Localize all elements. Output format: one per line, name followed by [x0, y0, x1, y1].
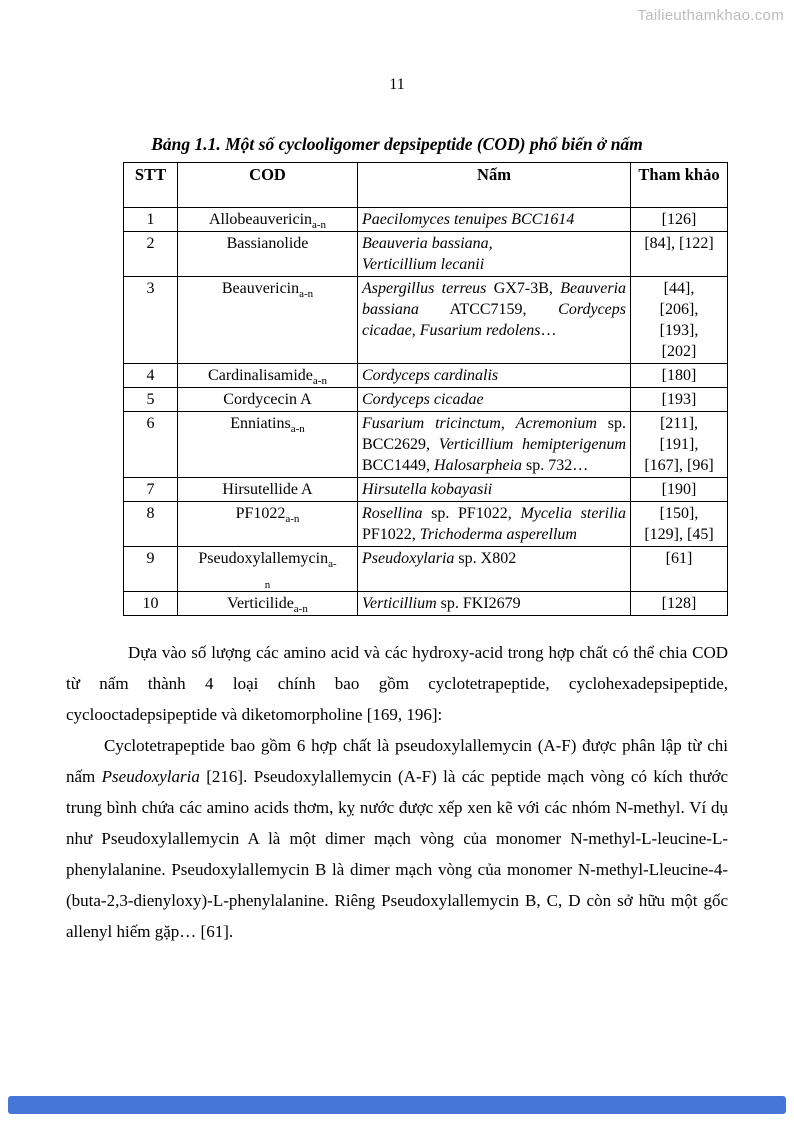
- table-row: [124, 592, 728, 616]
- cell-stt: 9: [124, 547, 178, 592]
- table-caption: Bảng 1.1. Một số cyclooligomer depsipeptide (COD) phổ biến ở nấm: [151, 134, 643, 154]
- table-row: [124, 232, 728, 277]
- cell-refs: [84], [122]: [631, 232, 728, 277]
- header-stt: STT: [124, 163, 178, 208]
- cell-cod: Allobeauvericin$_{a-n}$: [178, 208, 358, 232]
- paragraph: Dựa vào số lượng các amino acid và các hydroxy-acid trong hợp chất có thể chia COD từ nấm thành 4 loại chính bao gồm cyclotetrapeptide, cyclohexadepsipeptide, cyclooctadepsipeptide và diketomorpholine [169, 196]:: [66, 643, 728, 724]
- cod-table: [123, 162, 728, 616]
- cell-stt: 2: [124, 232, 178, 277]
- cell-refs: [193]: [631, 388, 728, 412]
- body-text: [66, 637, 728, 947]
- header-refs: Tham khảo: [631, 163, 728, 208]
- cell-fungus: Hirsutella kobayasii: [358, 478, 631, 502]
- cell-cod: Bassianolide: [178, 232, 358, 277]
- cell-refs: [150], [129], [45]: [631, 502, 728, 547]
- cell-stt: 1: [124, 208, 178, 232]
- cell-refs: [180]: [631, 364, 728, 388]
- cell-stt: 10: [124, 592, 178, 616]
- cell-refs: [211], [191], [167], [96]: [631, 412, 728, 478]
- watermark: Tailieuthamkhao.com: [637, 7, 784, 24]
- cell-cod: Beauvericin$_{a-n}$: [178, 277, 358, 364]
- cell-stt: 7: [124, 478, 178, 502]
- cell-cod: Pseudoxylallemycin$_{a-}$ $_n$: [178, 547, 358, 592]
- cell-refs: [128]: [631, 592, 728, 616]
- cell-fungus: Paecilomyces tenuipes BCC1614: [358, 208, 631, 232]
- table-header-row: [124, 163, 728, 208]
- cell-cod: $PF1022_{a-n}$: [178, 502, 358, 547]
- table-row: [124, 364, 728, 388]
- header-cod: COD: [178, 163, 358, 208]
- cell-fungus: Aspergillus terreus GX7-3B, Beauveria bassiana ATCC7159, Cordyceps cicadae, Fusarium redolens…: [358, 277, 631, 364]
- cell-cod: Hirsutellide A: [178, 478, 358, 502]
- table-row: [124, 208, 728, 232]
- cell-refs: [126]: [631, 208, 728, 232]
- cell-fungus: Rosellina sp. PF1022, Mycelia sterilia PF1022, Trichoderma asperellum: [358, 502, 631, 547]
- table-row: [124, 478, 728, 502]
- cell-refs: [190]: [631, 478, 728, 502]
- page-number: 11: [389, 76, 405, 93]
- cell-fungus: Verticillium sp. FKI2679: [358, 592, 631, 616]
- cell-cod: Cardinalisamide$_{a-n}$: [178, 364, 358, 388]
- table-row: [124, 388, 728, 412]
- table-row: [124, 502, 728, 547]
- paragraph: Cyclotetrapeptide bao gồm 6 hợp chất là pseudoxylallemycin (A-F) được phân lập từ chi nấm Pseudoxylaria [216]. Pseudoxylallemycin (A-F) là các peptide mạch vòng có kích thước trung bình chứa các amino acids thơm, kỵ nước được xếp xen kẽ với các nhóm N-methyl. Ví dụ như Pseudoxylallemycin A là một dimer mạch vòng của monomer N-methyl-L-leucine-L-phenylalanine. Pseudoxylallemycin B là dimer mạch vòng của monomer N-methyl-Lleucine-4-(buta-2,3-dienyloxy)-L-phenylalanine. Riêng Pseudoxylallemycin B, C, D còn sở hữu một gốc allenyl hiếm gặp… [61].: [66, 736, 728, 941]
- header-fungus: Nấm: [358, 163, 631, 208]
- cell-fungus: Fusarium tricinctum, Acremonium sp. BCC2629, Verticillium hemipterigenum BCC1449, Halosarpheia sp. 732…: [358, 412, 631, 478]
- cell-fungus: Pseudoxylaria sp. X802: [358, 547, 631, 592]
- cell-refs: [44], [206], [193], [202]: [631, 277, 728, 364]
- cell-stt: 4: [124, 364, 178, 388]
- cell-refs: [61]: [631, 547, 728, 592]
- cell-fungus: Cordyceps cicadae: [358, 388, 631, 412]
- cell-fungus: Cordyceps cardinalis: [358, 364, 631, 388]
- cell-stt: 3: [124, 277, 178, 364]
- cell-stt: 8: [124, 502, 178, 547]
- cell-stt: 6: [124, 412, 178, 478]
- cell-cod: Enniatins$_{a-n}$: [178, 412, 358, 478]
- table-row: [124, 412, 728, 478]
- cell-cod: Cordycecin A: [178, 388, 358, 412]
- cell-fungus: Beauveria bassiana, Verticillium lecanii: [358, 232, 631, 277]
- cell-stt: 5: [124, 388, 178, 412]
- table-row: [124, 277, 728, 364]
- table-row: [124, 547, 728, 592]
- horizontal-scrollbar-thumb[interactable]: [8, 1096, 786, 1114]
- cell-cod: Verticilide$_{a-n}$: [178, 592, 358, 616]
